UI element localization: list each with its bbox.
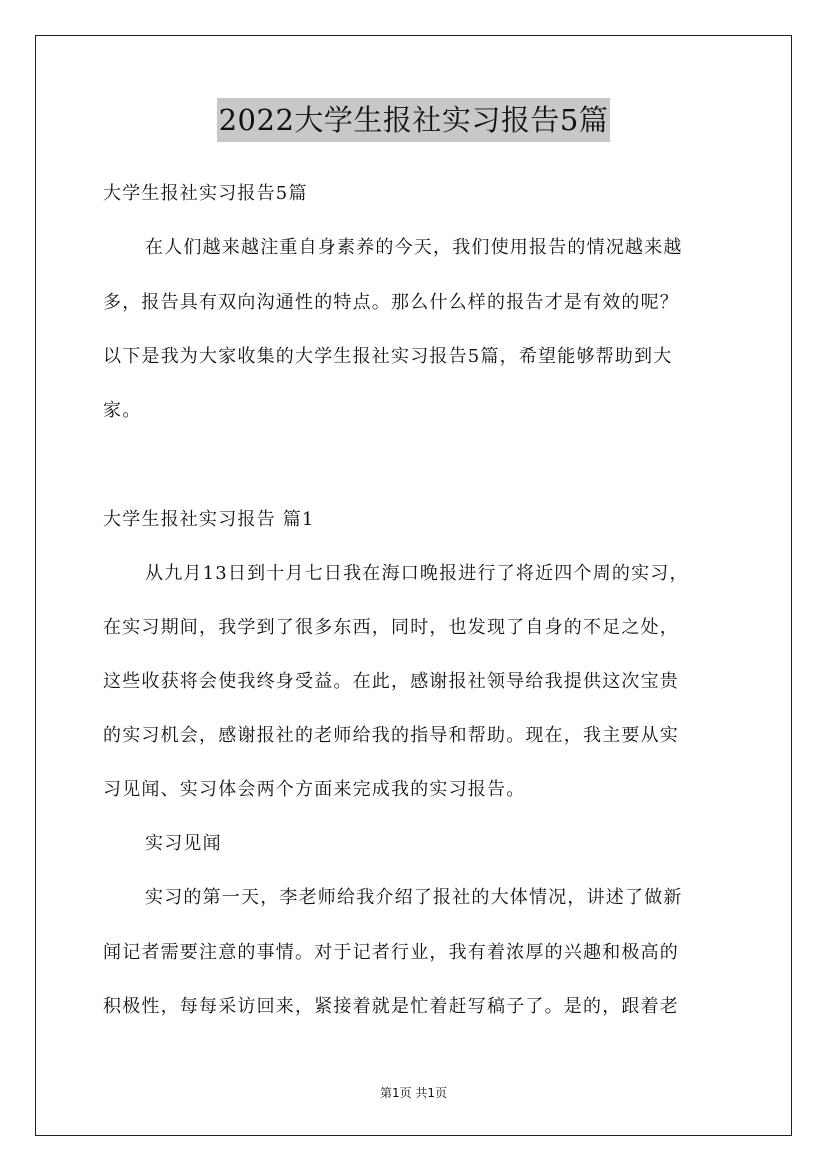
subheading: 实习见闻: [145, 833, 222, 854]
paragraph-line: 这些收获将会使我终身受益。在此，感谢报社领导给我提供这次宝贵: [103, 671, 679, 692]
paragraph-line: 在实习期间，我学到了很多东西，同时，也发现了自身的不足之处，: [103, 617, 679, 638]
intro-line: 家。: [103, 400, 142, 421]
paragraph-line: 积极性，每每采访回来，紧接着就是忙着赶写稿子了。是的，跟着老: [103, 996, 679, 1017]
intro-line: 以下是我为大家收集的大学生报社实习报告5篇，希望能够帮助到大: [103, 346, 673, 367]
paragraph-line: 实习的第一天，李老师给我介绍了报社的大体情况，讲述了做新: [145, 887, 683, 908]
paragraph-line: 习见闻、实习体会两个方面来完成我的实习报告。: [103, 779, 526, 800]
paragraph-line: 的实习机会，感谢报社的老师给我的指导和帮助。现在，我主要从实: [103, 725, 679, 746]
page-footer: 第1页 共1页: [379, 1086, 448, 1100]
document-subtitle: 大学生报社实习报告5篇: [103, 183, 308, 204]
paragraph-line: 闻记者需要注意的事情。对于记者行业，我有着浓厚的兴趣和极高的: [103, 942, 679, 963]
intro-line: 多，报告具有双向沟通性的特点。那么什么样的报告才是有效的呢？: [103, 292, 679, 313]
section-heading: 大学生报社实习报告 篇1: [103, 509, 315, 530]
paragraph-line: 从九月13日到十月七日我在海口晚报进行了将近四个周的实习，: [145, 563, 689, 584]
document-title: 2022大学生报社实习报告5篇: [217, 98, 611, 142]
intro-line: 在人们越来越注重自身素养的今天，我们使用报告的情况越来越: [145, 237, 683, 258]
